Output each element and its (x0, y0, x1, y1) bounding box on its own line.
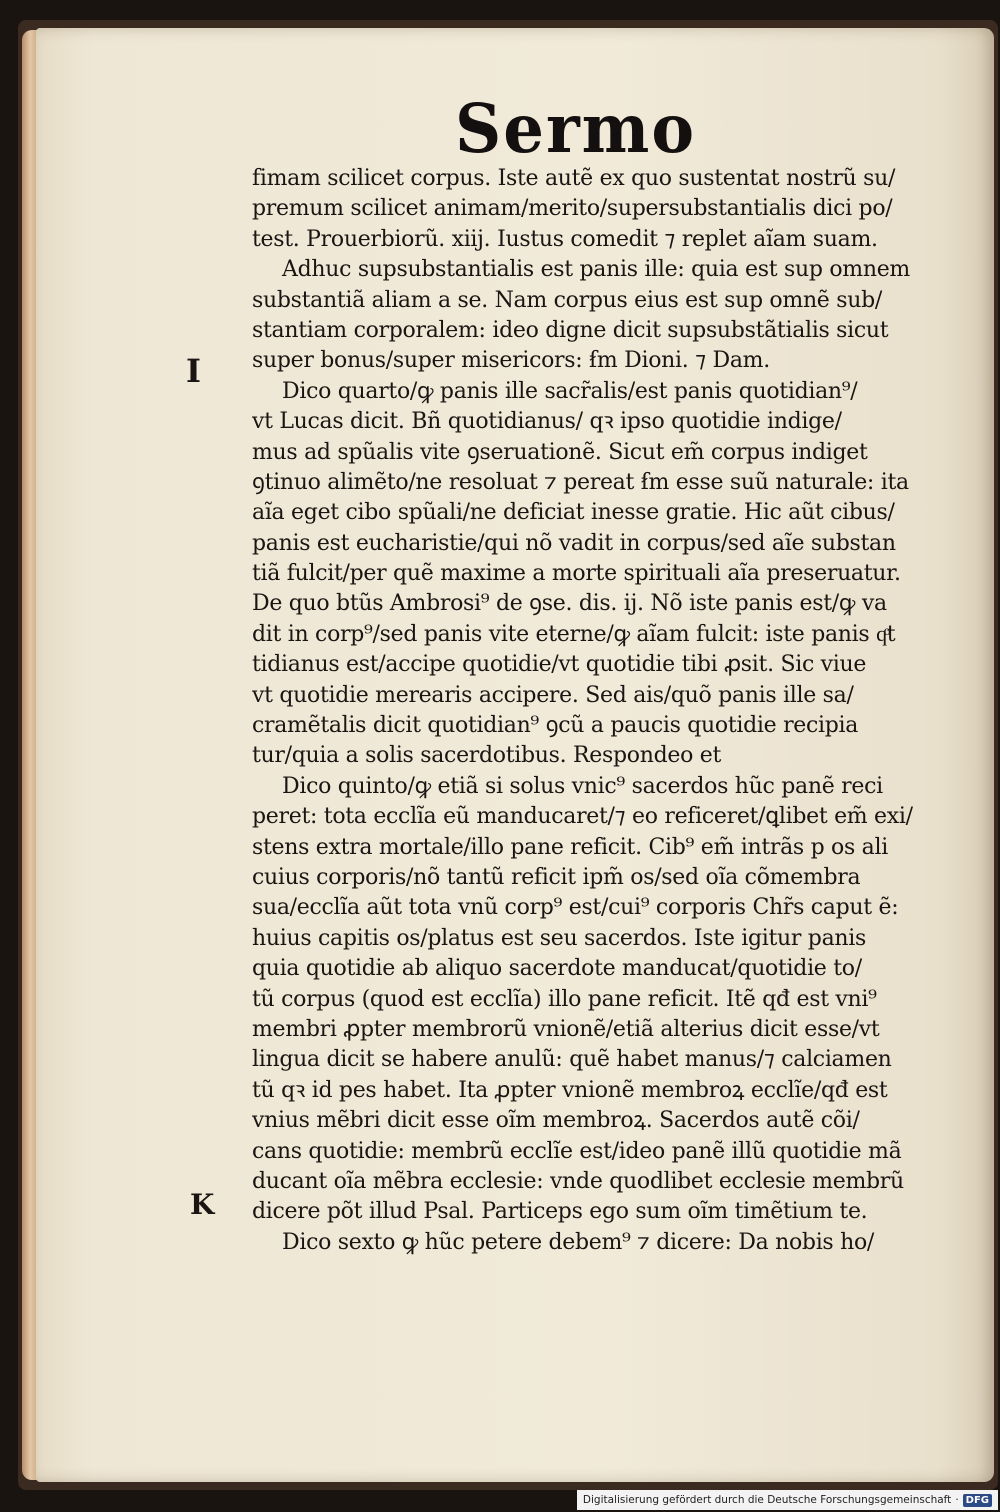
text-line: De quo btũs Ambrosi⁹ de ꝯse. dis. ij. Nõ iste panis est/ꝙ va (252, 591, 887, 617)
text-block (252, 164, 928, 1258)
text-line: vt quotidie merearis accipere. Sed ais/quõ panis ille sa/ (252, 682, 854, 708)
text-line: tidianus est/accipe quotidie/vt quotidie tibi ꝓsit. Sic viue (252, 652, 867, 678)
text-line: vt Lucas dicit. Bñ quotidianus/ qꝛ ipso quotidie indige/ (252, 409, 842, 435)
text-line: Adhuc supsubstantialis est panis ille: quia est sup omnem (282, 257, 910, 283)
text-line: dicere põt illud Psal. Particeps ego sum oĩm timẽtium te. (252, 1199, 868, 1225)
text-line: ꝯtinuo alimẽto/ne resoluat ⁊ pereat ẜm esse suũ naturale: ita (252, 469, 909, 495)
text-line: Dico quinto/ꝙ etiã si solus vnic⁹ sacerdos hũc panẽ reci (282, 773, 883, 799)
text-line: sua/ecclĩa aũt tota vnũ corp⁹ est/cui⁹ corporis Chr̃s caput ẽ: (252, 895, 899, 921)
footer-credit (577, 1490, 998, 1510)
text-line: substantiã aliam a se. Nam corpus eius est sup omnẽ sub/ (252, 287, 882, 313)
text-line: aĩa eget cibo spũali/ne deficiat inesse gratie. Hic aũt cibus/ (252, 500, 895, 526)
text-line: tũ corpus (quod est ecclĩa) illo pane reficit. Itẽ qđ est vni⁹ (252, 986, 877, 1012)
separator: · (955, 1494, 959, 1506)
text-line: Dico quarto/ꝙ panis ille sacr̃alis/est panis quotidian⁹/ (282, 378, 858, 404)
text-line: tur/quia a solis sacerdotibus. Respondeo et (252, 743, 722, 769)
text-line: ducant oĩa mẽbra ecclesie: vnde quodlibet ecclesie membrũ (252, 1168, 904, 1194)
text-line: premum scilicet animam/merito/supersubstantialis dici po/ (252, 196, 893, 222)
running-head: Sermo (455, 90, 697, 169)
text-line: huius capitis os/platus est seu sacerdos. Iste igitur panis (252, 925, 867, 951)
dfg-logo-icon: DFG (963, 1494, 992, 1507)
text-line: vnius mẽbri dicit esse oĩm membroꝝ. Sacerdos autẽ cõi/ (252, 1108, 860, 1134)
text-line: mus ad spũalis vite ꝯseruationẽ. Sicut em̃ corpus indiget (252, 439, 868, 465)
text-line: tũ qꝛ id pes habet. Ita ꝓpter vnionẽ membroꝝ ecclĩe/qđ est (252, 1077, 888, 1103)
text-line: cans quotidie: membrũ ecclĩe est/ideo panẽ illũ quotidie mã (252, 1138, 902, 1164)
text-line: lingua dicit se habere anulũ: quẽ habet manus/⁊ calciamen (252, 1047, 892, 1073)
footer-credit-text: Digitalisierung gefördert durch die Deutsche Forschungsgemeinschaft (582, 1494, 952, 1506)
text-line: cramẽtalis dicit quotidian⁹ ꝯcũ a paucis quotidie recipia (252, 713, 859, 739)
text-line: fimam scilicet corpus. Iste autẽ ex quo sustentat nostrũ su/ (252, 166, 896, 191)
text-line: quia quotidie ab aliquo sacerdote manducat/quotidie to/ (252, 956, 862, 982)
margin-letter: I (186, 352, 201, 390)
text-line: peret: tota ecclĩa eũ manducaret/⁊ eo reficeret/ꝗlibet em̃ exi/ (252, 804, 913, 830)
text-line: test. Prouerbiorũ. xiij. Iustus comedit ⁊ replet aĩam suam. (252, 226, 878, 252)
text-line: cuius corporis/nõ tantũ reficit ipm̃ os/sed oĩa cõmembra (252, 864, 861, 890)
text-line: stantiam corporalem: ideo digne dicit supsubstãtialis sicut (252, 317, 889, 343)
text-line: Dico sexto ꝙ hũc petere debem⁹ ⁊ dicere: Da nobis ho/ (282, 1229, 875, 1255)
margin-letter: K (190, 1188, 215, 1221)
text-line: dit in corp⁹/sed panis vite eterne/ꝙ aĩam fulcit: iste panis qͦt (252, 621, 896, 647)
text-line: panis est eucharistie/qui nõ vadit in corpus/sed aĩe substan (252, 530, 896, 556)
text-line: membri ꝓpter membrorũ vnionẽ/etiã alterius dicit esse/vt (252, 1016, 880, 1042)
text-line: stens extra mortale/illo pane reficit. Cib⁹ em̃ intrãs p os ali (252, 834, 888, 860)
text-line: super bonus/super misericors: ẜm Dioni. ⁊ Dam. (252, 348, 770, 374)
text-line: tiã fulcit/per quẽ maxime a morte spirituali aĩa preseruatur. (252, 561, 901, 587)
